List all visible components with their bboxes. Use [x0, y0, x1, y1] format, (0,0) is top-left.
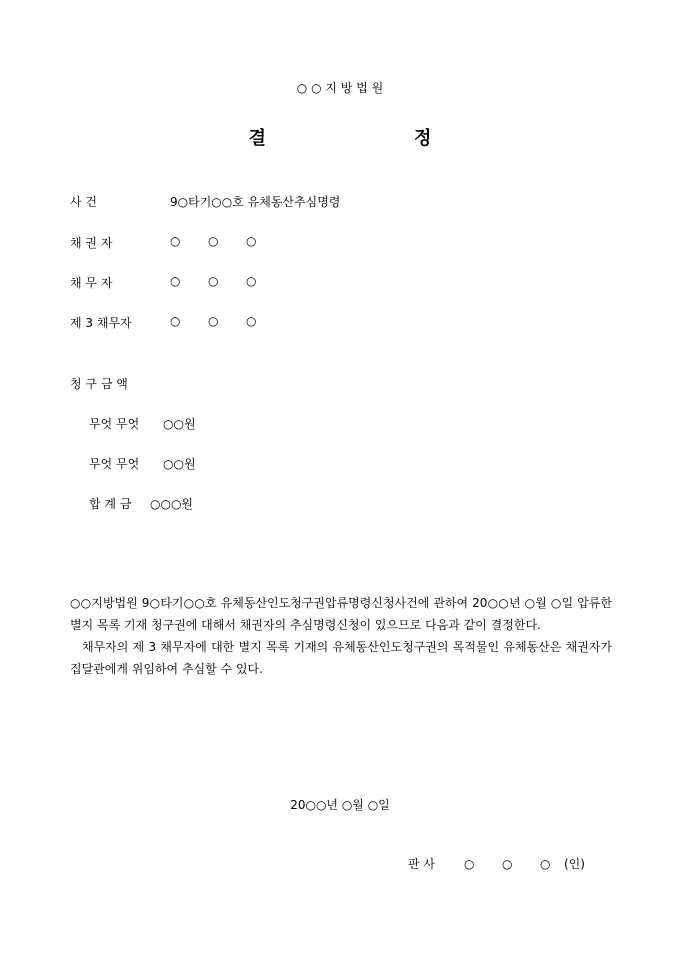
- title-char-right: 정: [414, 128, 432, 149]
- judge-label: 판 사: [408, 857, 435, 871]
- name-mark: ○: [464, 857, 475, 871]
- creditor-label: 채 권 자: [70, 236, 113, 250]
- name-mark: ○: [208, 274, 219, 288]
- court-name: ○ ○ 지 방 법 원: [296, 81, 384, 95]
- creditor-name: [170, 234, 284, 248]
- name-mark: ○: [170, 234, 181, 248]
- document-title: [0, 124, 680, 150]
- decision-paragraph: ○○지방법원 9○타기○○호 유체동산인도청구권압류명령신청사건에 관하여 20○○년 ○월 ○일 압류한 별지 목록 기재 청구권에 대해서 채권자의 추심명령신청이 있으므로 다음과 같이 결정한다.: [70, 596, 612, 632]
- case-number: 9○타기○○호 유체동산추심명령: [170, 195, 341, 209]
- debtor-name: [170, 274, 284, 288]
- name-mark: ○: [246, 234, 257, 248]
- claim-item-label: 무엇 무엇: [89, 417, 140, 431]
- seal-mark: (인): [564, 857, 585, 871]
- name-mark: ○: [208, 234, 219, 248]
- name-mark: ○: [170, 274, 181, 288]
- name-mark: ○: [246, 274, 257, 288]
- title-char-left: 결: [248, 128, 266, 149]
- third-party-debtor-name: [170, 314, 284, 328]
- decision-body: [70, 592, 612, 680]
- name-mark: ○: [170, 314, 181, 328]
- case-label: 사 건: [70, 195, 97, 209]
- judge-signature-line: [408, 855, 585, 872]
- name-mark: ○: [246, 314, 257, 328]
- claim-total-label: 합 계 금: [89, 497, 132, 511]
- claim-item-amount: ○○원: [163, 417, 196, 431]
- claim-total-amount: ○○○원: [150, 497, 194, 511]
- claim-item-amount: ○○원: [163, 457, 196, 471]
- name-mark: ○: [502, 857, 513, 871]
- decision-paragraph: 채무자의 제 3 채무자에 대한 별지 목록 기재의 유체동산인도청구권의 목적물인 유체동산은 채권자가 집달관에게 위임하여 추심할 수 있다.: [70, 640, 612, 676]
- claim-heading: 청 구 금 액: [70, 377, 128, 391]
- claim-item-label: 무엇 무엇: [89, 457, 140, 471]
- name-mark: ○: [208, 314, 219, 328]
- decision-date: 20○○년 ○월 ○일: [290, 798, 390, 812]
- third-party-debtor-label: 제 3 채무자: [70, 316, 132, 330]
- debtor-label: 채 무 자: [70, 276, 113, 290]
- name-mark: ○: [540, 857, 551, 871]
